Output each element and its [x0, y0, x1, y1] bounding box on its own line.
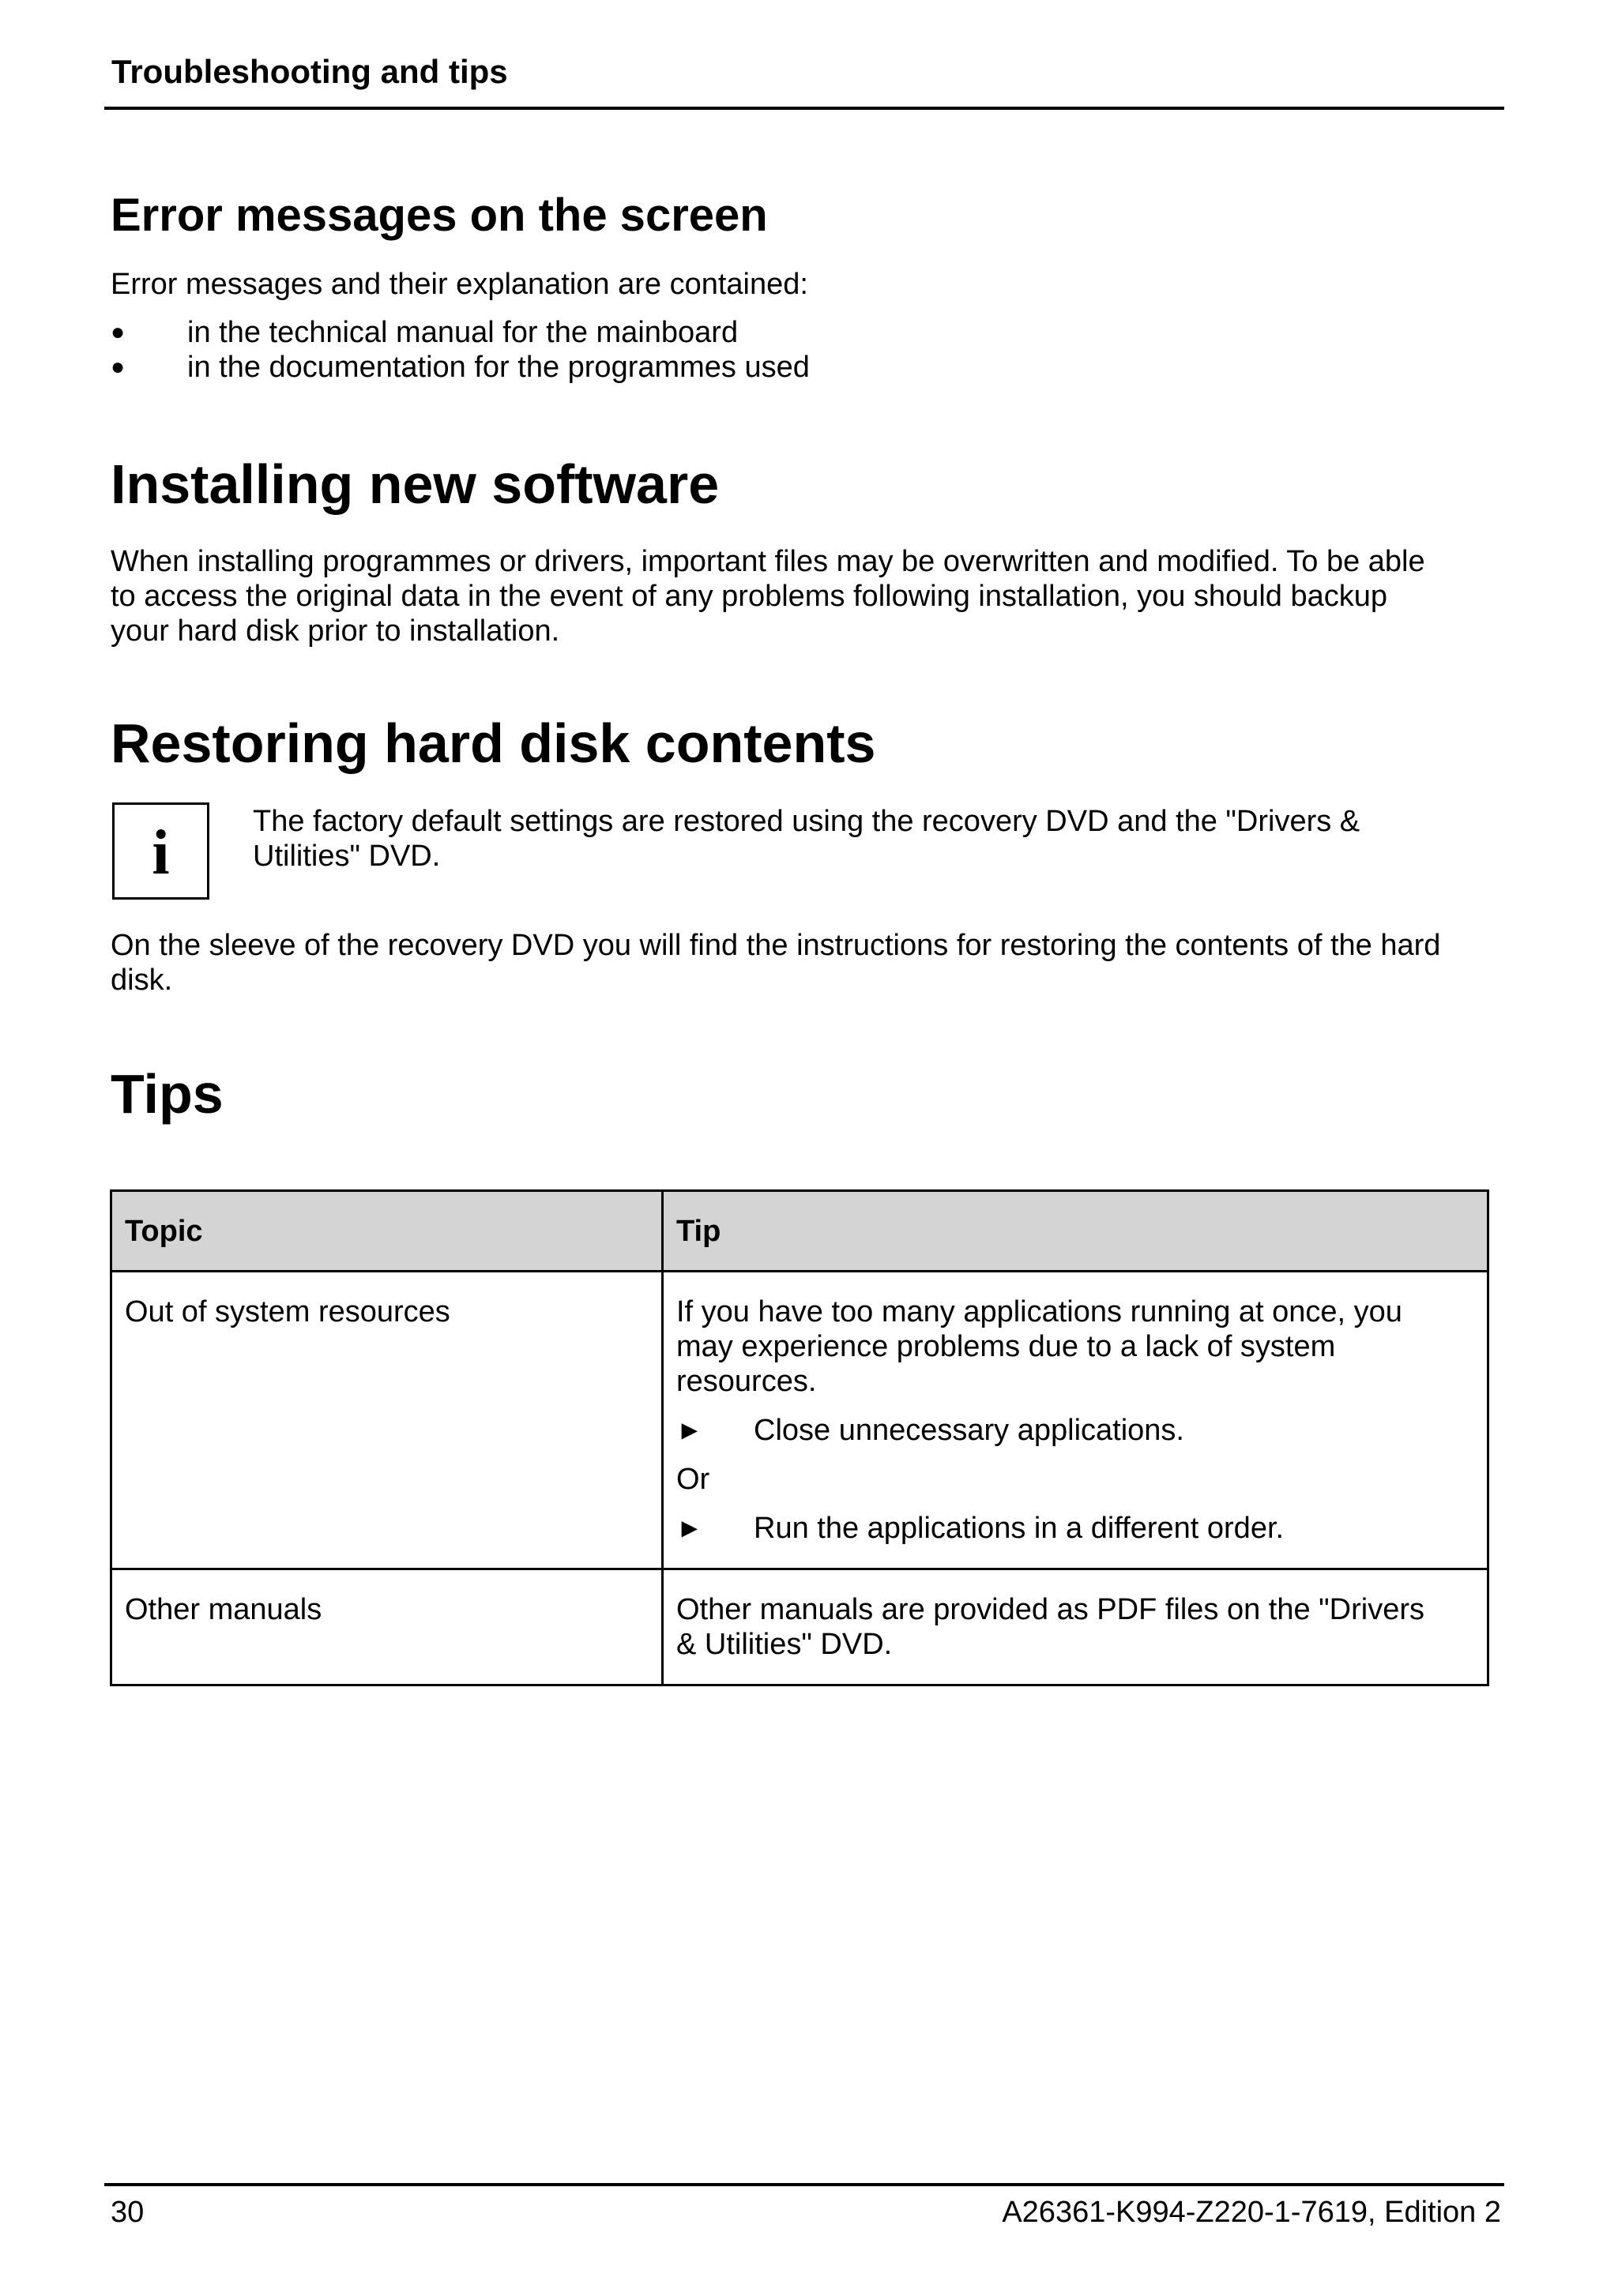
step-text: Close unnecessary applications. — [754, 1414, 1184, 1447]
page-header — [104, 0, 1504, 110]
step-text: Run the applications in a different order. — [754, 1512, 1285, 1545]
tips-table — [110, 1189, 1489, 1686]
action-step — [676, 1511, 1474, 1546]
heading-restoring-hard-disk: Restoring hard disk contents — [111, 712, 876, 774]
step-arrow-icon: ► — [676, 1513, 703, 1543]
topic-cell: Other manuals — [111, 1569, 663, 1685]
tip-description — [676, 1295, 1474, 1399]
install-line: to access the original data in the event of any problems following installation, you should backup — [111, 580, 1387, 613]
tip-cell — [663, 1569, 1488, 1685]
error-intro-text: Error messages and their explanation are contained: — [111, 268, 808, 301]
bullet-item — [111, 350, 810, 385]
bullet-text: in the technical manual for the mainboard — [187, 316, 739, 349]
tip-line: & Utilities" DVD. — [676, 1628, 893, 1661]
page-number: 30 — [111, 2196, 145, 2229]
column-header-topic: Topic — [111, 1191, 663, 1272]
page-footer — [104, 2183, 1504, 2229]
tip-line: may experience problems due to a lack of system — [676, 1330, 1336, 1363]
restore-line: disk. — [111, 964, 173, 997]
bullet-icon: ● — [111, 354, 126, 380]
bullet-text: in the documentation for the programmes used — [187, 351, 810, 384]
install-line: your hard disk prior to installation. — [111, 614, 560, 648]
table-row — [111, 1272, 1488, 1569]
step-arrow-icon: ► — [676, 1415, 703, 1445]
tip-line: If you have too many applications running at once, you — [676, 1295, 1402, 1328]
bullet-item — [111, 315, 810, 350]
install-paragraph — [111, 544, 1425, 648]
error-bullet-list — [111, 315, 810, 385]
column-header-tip: Tip — [663, 1191, 1488, 1272]
or-separator: Or — [676, 1463, 710, 1496]
tip-line: Other manuals are provided as PDF files on the "Drivers — [676, 1593, 1424, 1626]
tip-description — [676, 1592, 1474, 1662]
restore-paragraph — [111, 928, 1440, 998]
heading-installing-software: Installing new software — [111, 453, 720, 515]
info-icon-glyph: i — [152, 817, 170, 888]
tip-cell — [663, 1272, 1488, 1569]
running-header-title: Troubleshooting and tips — [111, 53, 508, 90]
info-icon — [112, 802, 209, 900]
info-note — [253, 804, 1485, 874]
note-line: Utilities" DVD. — [253, 840, 441, 873]
topic-cell: Out of system resources — [111, 1272, 663, 1569]
install-line: When installing programmes or drivers, important files may be overwritten and modified. To be able — [111, 545, 1425, 578]
heading-tips: Tips — [111, 1063, 224, 1125]
tip-line: resources. — [676, 1365, 817, 1398]
bullet-icon: ● — [111, 319, 126, 345]
document-id: A26361-K994-Z220-1-7619, Edition 2 — [1002, 2196, 1501, 2229]
action-step — [676, 1413, 1474, 1448]
note-line: The factory default settings are restored using the recovery DVD and the "Drivers & — [253, 805, 1360, 838]
restore-line: On the sleeve of the recovery DVD you will find the instructions for restoring the contents of the hard — [111, 929, 1441, 962]
table-row — [111, 1569, 1488, 1685]
tips-table-header-row — [111, 1191, 1488, 1272]
heading-error-messages: Error messages on the screen — [111, 190, 768, 241]
